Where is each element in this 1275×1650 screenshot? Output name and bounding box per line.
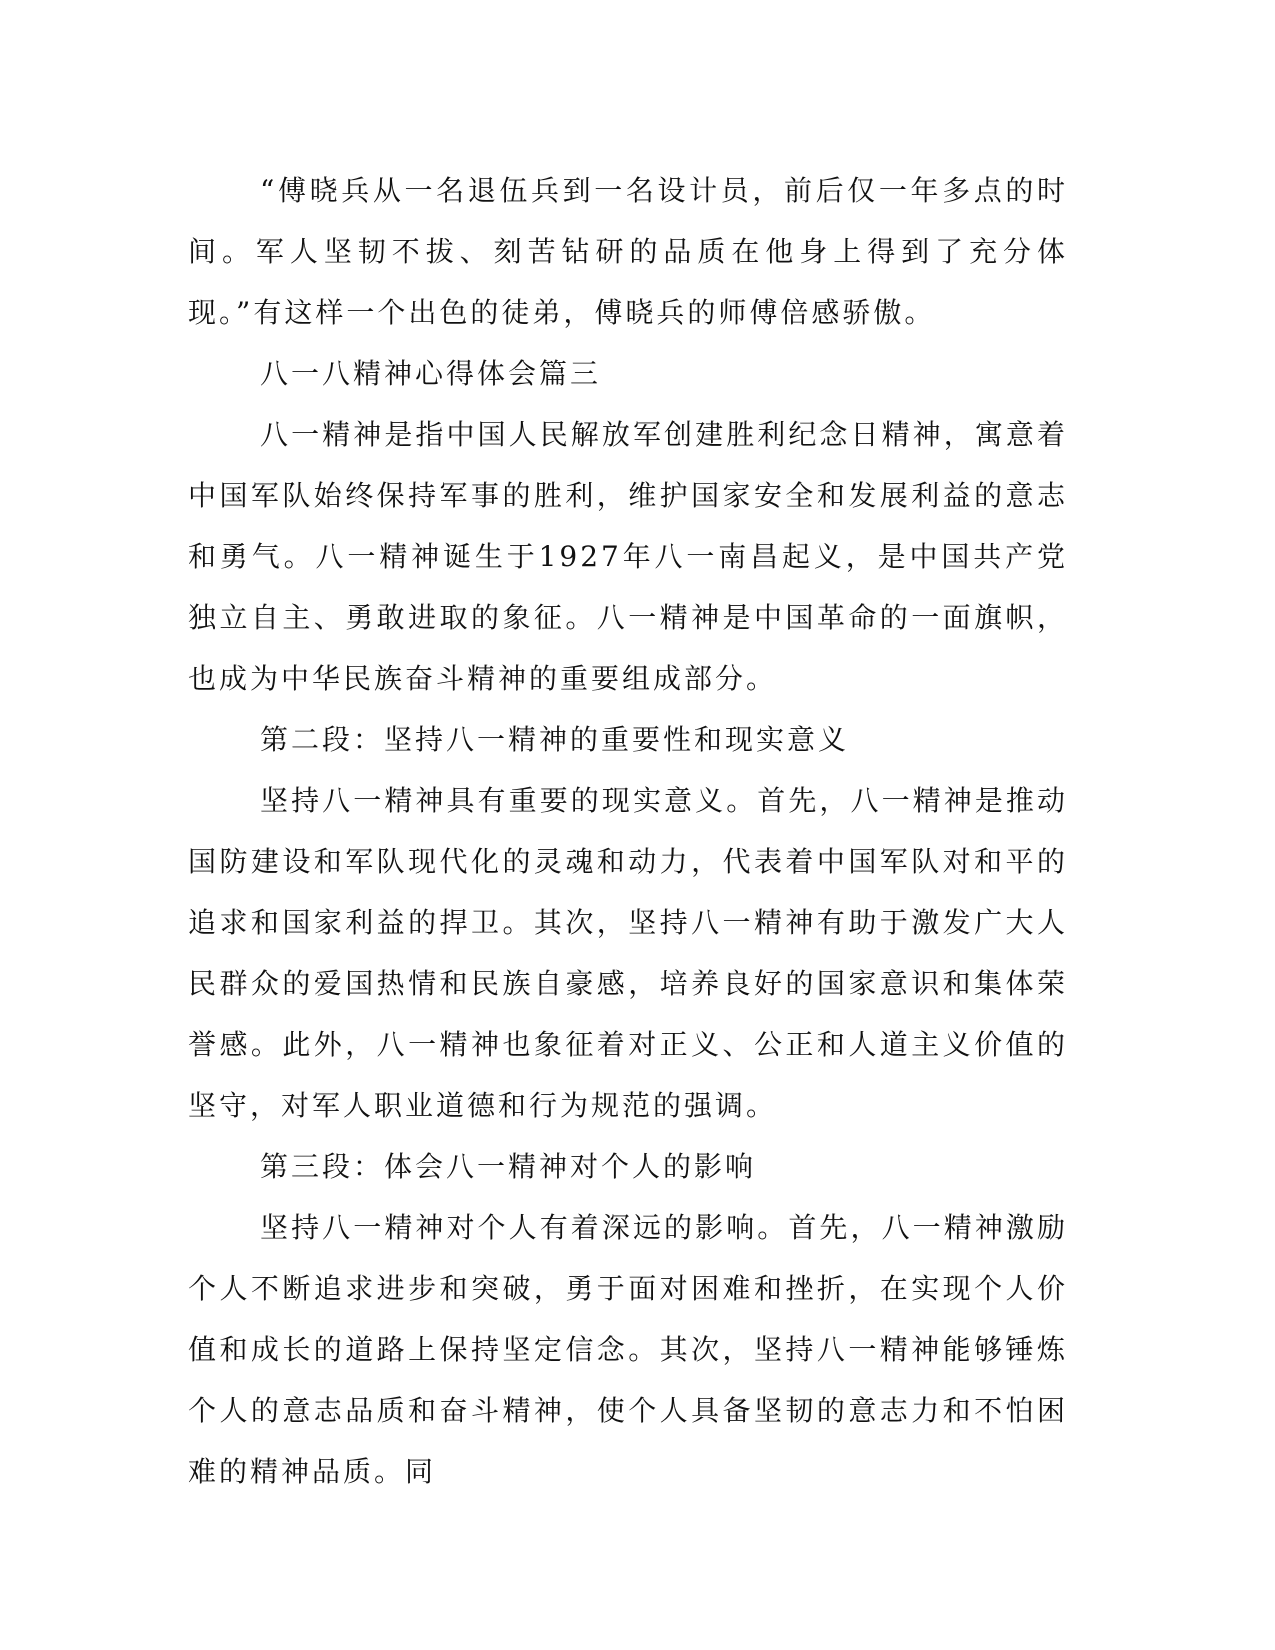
paragraph-intro: 八一精神是指中国人民解放军创建胜利纪念日精神，寓意着中国军队始终保持军事的胜利，维护国家安全和发展利益的意志和勇气。八一精神诞生于1927年八一南昌起义，是中国共产党独立自主、勇敢进取的象征。八一精神是中国革命的一面旗帜，也成为中华民族奋斗精神的重要组成部分。 xyxy=(188,418,1068,695)
section-title: 八一八精神心得体会篇三 xyxy=(260,357,602,390)
paragraph-quote: “傅晓兵从一名退伍兵到一名设计员，前后仅一年多点的时间。军人坚韧不拔、刻苦钻研的品质在他身上得到了充分体现。”有这样一个出色的徒弟，傅晓兵的师傅倍感骄傲。 xyxy=(188,174,1068,329)
paragraph-significance: 坚持八一精神具有重要的现实意义。首先，八一精神是推动国防建设和军队现代化的灵魂和动力，代表着中国军队对和平的追求和国家利益的捍卫。其次，坚持八一精神有助于激发广大人民群众的爱国热情和民族自豪感，培养良好的国家意识和集体荣誉感。此外，八一精神也象征着对正义、公正和人道主义价值的坚守，对军人职业道德和行为规范的强调。 xyxy=(188,784,1068,1122)
section-heading-3: 第三段：体会八一精神对个人的影响 xyxy=(260,1150,757,1183)
section-heading-2: 第二段：坚持八一精神的重要性和现实意义 xyxy=(260,723,850,756)
paragraph-personal-impact: 坚持八一精神对个人有着深远的影响。首先，八一精神激励个人不断追求进步和突破，勇于面对困难和挫折，在实现个人价值和成长的道路上保持坚定信念。其次，坚持八一精神能够锤炼个人的意志品质和奋斗精神，使个人具备坚韧的意志力和不怕困难的精神品质。同 xyxy=(188,1211,1068,1488)
document-body xyxy=(188,160,1068,1502)
